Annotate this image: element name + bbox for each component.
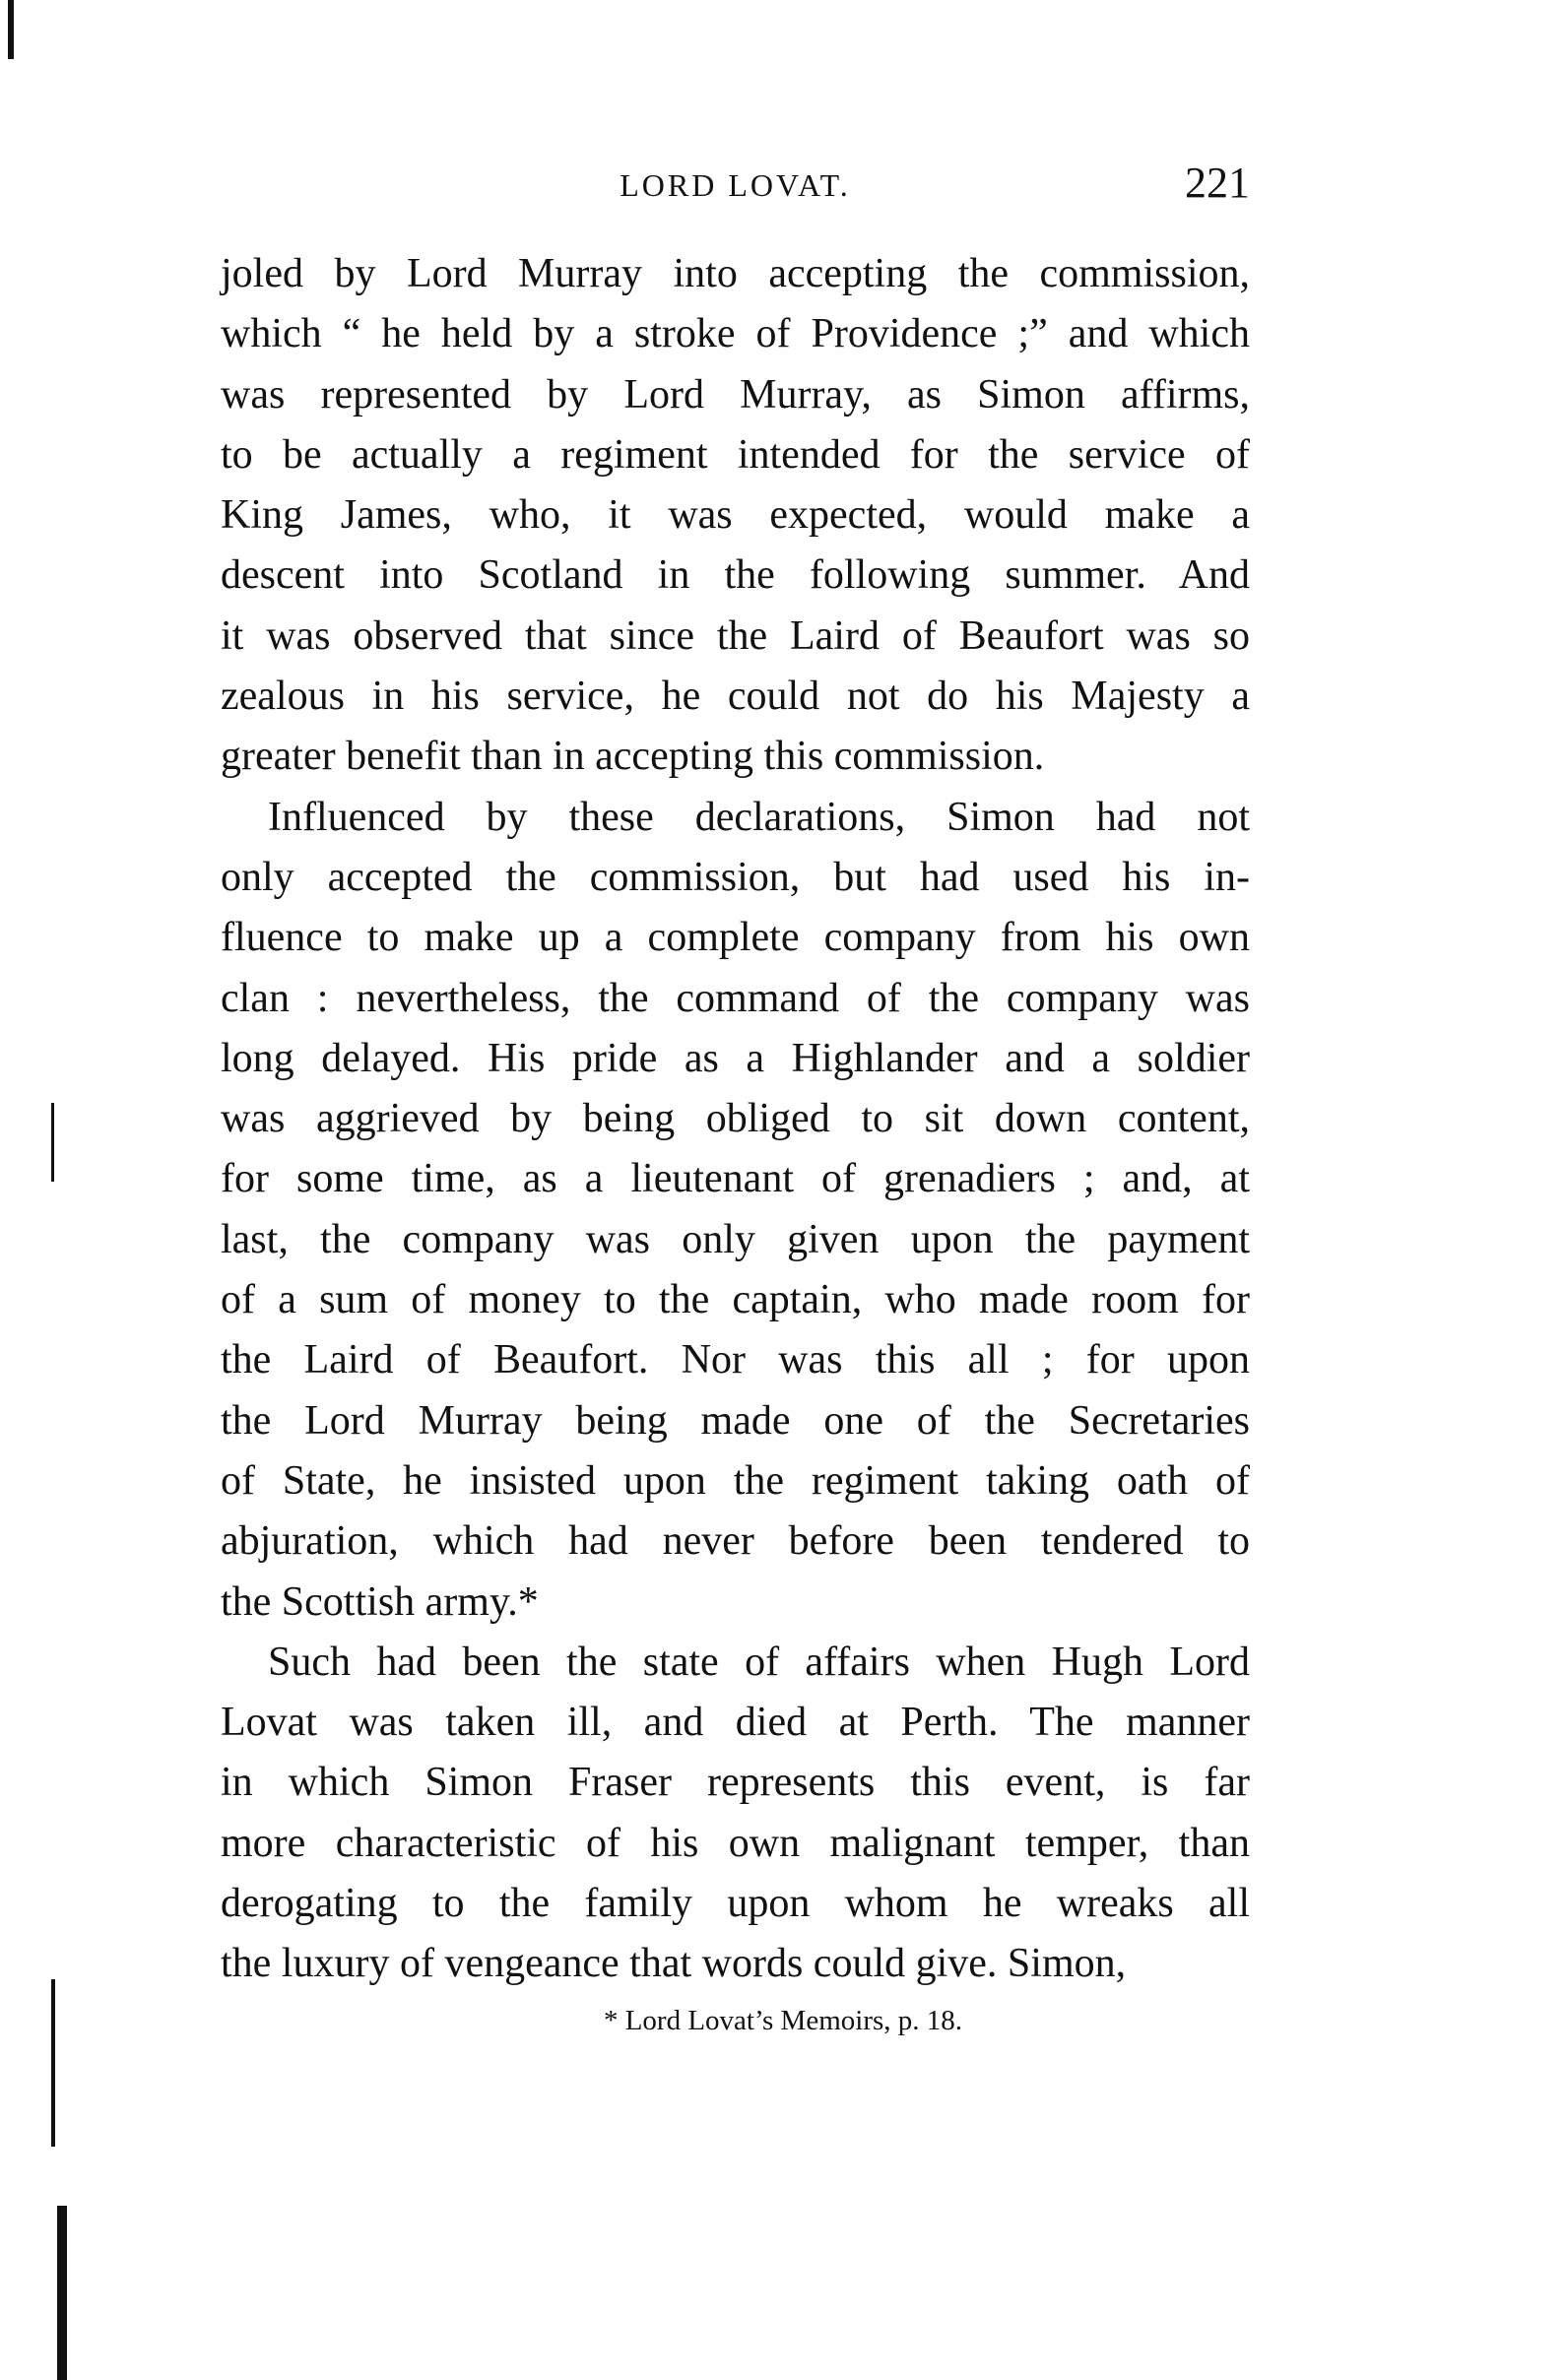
text-line: joled by Lord Murray into accepting the commission, [221, 251, 1250, 296]
page-number: 221 [1185, 159, 1250, 207]
text-line: for some time, as a lieutenant of grenadiers ; and, at [221, 1156, 1250, 1202]
text-line: was represented by Lord Murray, as Simon affirms, [221, 371, 1250, 418]
text-line: the Lord Murray being made one of the Secretaries [221, 1397, 1250, 1444]
text-line: only accepted the commission, but had used his in- [221, 854, 1250, 900]
text-line: it was observed that since the Laird of Beaufort was so [221, 612, 1250, 659]
text-line: zealous in his service, he could not do his Majesty a [221, 674, 1250, 720]
text-line: the Scottish army.* [221, 1578, 539, 1625]
scan-edge-mark [51, 1103, 54, 1182]
scan-edge-mark [51, 1979, 55, 2147]
running-title: LORD LOVAT. [620, 167, 851, 203]
text-line: fluence to make up a complete company from his own [221, 915, 1250, 961]
text-line: clan : nevertheless, the command of the company was [221, 975, 1250, 1021]
text-line: in which Simon Fraser represents this event, is far [221, 1760, 1250, 1806]
text-line: of State, he insisted upon the regiment taking oath of [221, 1457, 1250, 1504]
text-line: was aggrieved by being obliged to sit down content, [221, 1096, 1250, 1142]
text-line: Influenced by these declarations, Simon had not [268, 794, 1250, 840]
text-line: descent into Scotland in the following summer. And [221, 552, 1250, 599]
page-body [221, 244, 1250, 1995]
footnote: * Lord Lovat’s Memoirs, p. 18. [603, 2005, 963, 2036]
text-line: abjuration, which had never before been tendered to [221, 1518, 1250, 1565]
text-line: long delayed. His pride as a Highlander and a soldier [221, 1035, 1250, 1081]
scan-edge-mark [8, 0, 14, 59]
text-line: last, the company was only given upon the payment [221, 1216, 1250, 1262]
text-line: which “ he held by a stroke of Providence ;” and which [221, 311, 1250, 357]
text-line: greater benefit than in accepting this commission. [221, 734, 1045, 780]
text-line: the luxury of vengeance that words could give. Simon, [221, 1941, 1127, 1987]
page-header [221, 158, 1250, 217]
text-line: King James, who, it was expected, would make a [221, 492, 1250, 539]
text-line: derogating to the family upon whom he wreaks all [221, 1881, 1250, 1927]
text-line: to be actually a regiment intended for the service of [221, 431, 1250, 478]
scan-edge-mark [57, 2206, 67, 2380]
text-line: the Laird of Beaufort. Nor was this all ; for upon [221, 1337, 1250, 1383]
text-line: of a sum of money to the captain, who made room for [221, 1277, 1250, 1323]
text-line: Such had been the state of affairs when Hugh Lord [268, 1639, 1250, 1685]
text-line: Lovat was taken ill, and died at Perth. The manner [221, 1700, 1250, 1746]
text-line: more characteristic of his own malignant temper, than [221, 1820, 1250, 1866]
